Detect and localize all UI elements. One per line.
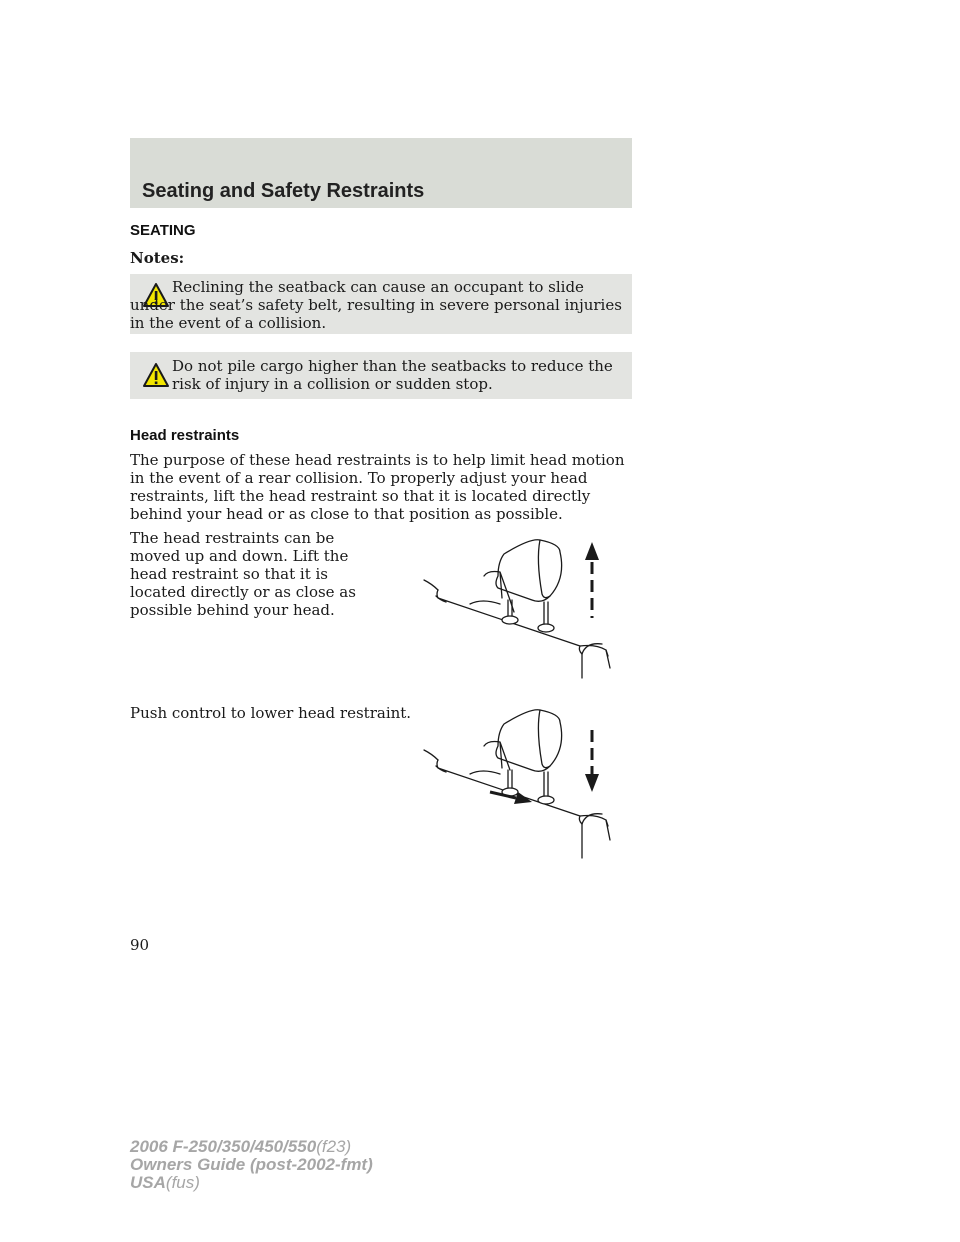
warning-box-cargo: [130, 352, 632, 399]
subsection-title-head-restraints: Head restraints: [130, 427, 240, 444]
warning-text-recline: Reclining the seatback can cause an occupant to slide under the seat’s safety belt, resulting in severe personal injuries in the event of a collision.: [130, 278, 622, 332]
section-title: SEATING: [130, 222, 196, 239]
head-restraint-raise-illustration: [410, 520, 640, 680]
footer-doc-info: [130, 1138, 373, 1192]
warning-triangle-icon: [142, 362, 170, 388]
head-restraints-intro: The purpose of these head restraints is to help limit head motion in the event of a rear collision. To properly adjust your head restraints, lift the head restraint so that it is located directly behind your head or as close to that position as possible.: [130, 451, 625, 523]
warning-text-cargo: Do not pile cargo higher than the seatbacks to reduce the risk of injury in a collision or sudden stop.: [172, 357, 613, 393]
footer-region-code: (fus): [165, 1173, 200, 1192]
page-number: 90: [130, 936, 150, 954]
head-restraints-raise-text: The head restraints can be moved up and down. Lift the head restraint so that it is located directly or as close as possible behind your head.: [130, 529, 356, 619]
warning-box-recline: [130, 274, 632, 334]
footer-line-model: [130, 1138, 373, 1156]
notes-label: Notes:: [130, 249, 185, 267]
head-restraints-lower-text: Push control to lower head restraint.: [130, 704, 412, 722]
head-restraint-lower-illustration: [410, 700, 640, 860]
footer-guide: Owners Guide (post-2002-fmt): [130, 1155, 373, 1174]
footer-line-region: [130, 1174, 373, 1192]
footer-region: USA: [130, 1173, 166, 1192]
page-header-title: Seating and Safety Restraints: [142, 180, 425, 202]
footer-line-guide: [130, 1156, 373, 1174]
footer-model-code: (f23): [316, 1137, 352, 1156]
footer-model: 2006 F-250/350/450/550: [130, 1137, 317, 1156]
